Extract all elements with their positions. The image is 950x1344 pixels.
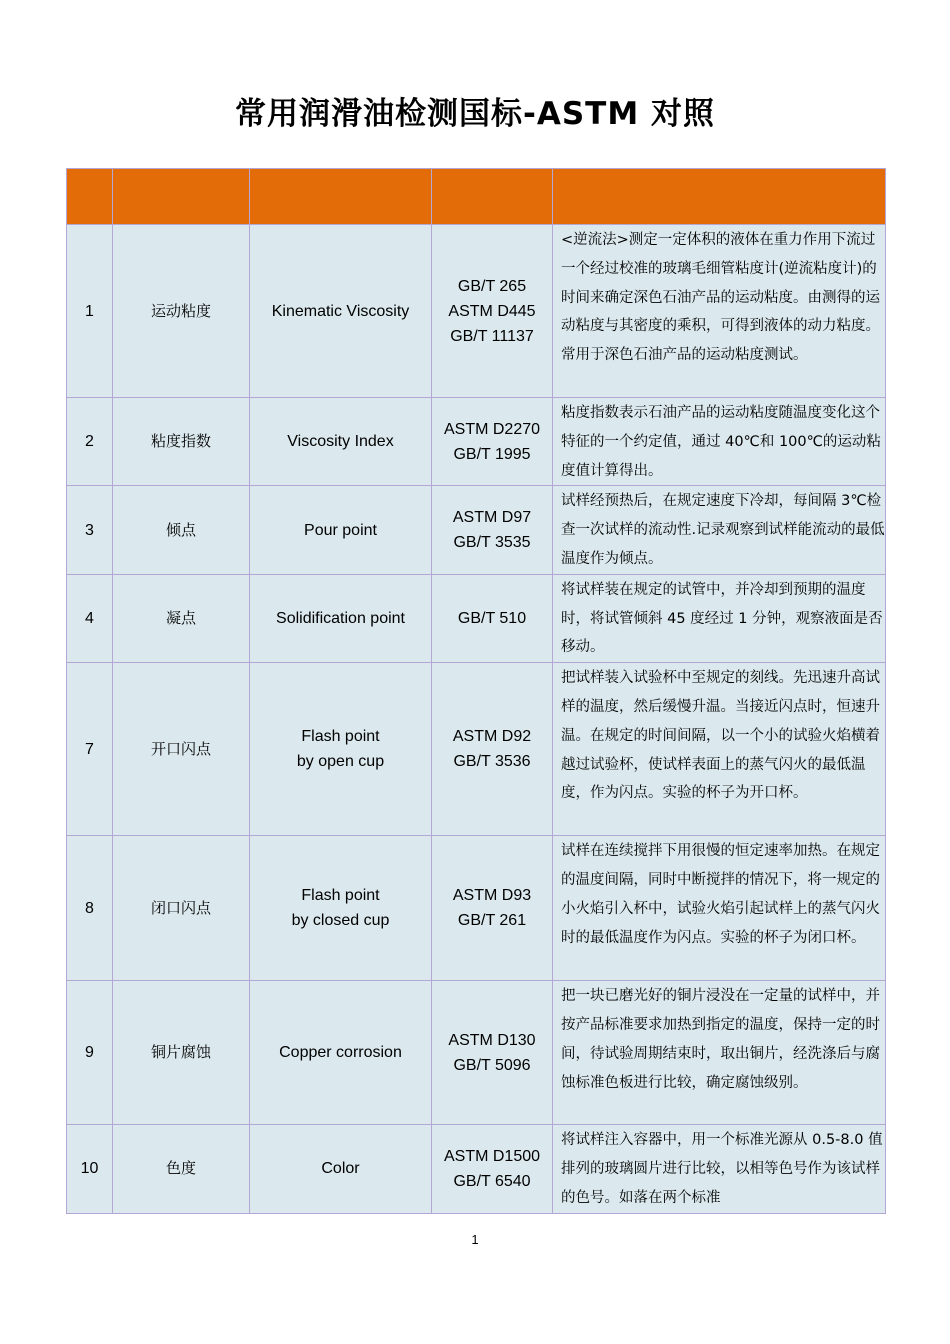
header-cell-en-name — [250, 169, 432, 225]
english-name: Solidification point — [250, 574, 432, 662]
standard-codes — [432, 225, 553, 398]
row-number: 8 — [67, 836, 113, 981]
english-name: Pour point — [250, 486, 432, 574]
standard-code: GB/T 3536 — [453, 753, 531, 771]
table-row — [67, 981, 886, 1125]
document-title: 常用润滑油检测国标-ASTM 对照 — [235, 96, 715, 132]
standard-codes — [432, 574, 553, 662]
standard-code: ASTM D93 — [452, 887, 532, 905]
row-number: 1 — [67, 225, 113, 398]
method-description: 试样经预热后，在规定速度下冷却，每间隔 3℃检查一次试样的流动性.记录观察到试样能流动的最低温度作为倾点。 — [553, 486, 886, 574]
row-number: 10 — [67, 1125, 113, 1213]
standard-code: ASTM D92 — [452, 728, 532, 746]
standard-code: ASTM D130 — [448, 1031, 536, 1049]
method-description: 把一块已磨光好的铜片浸没在一定量的试样中，并按产品标准要求加热到指定的温度，保持一定的时间，待试验周期结束时，取出铜片，经洗涤后与腐蚀标准色板进行比较，确定腐蚀级别。 — [553, 981, 886, 1125]
standard-code: ASTM D445 — [448, 302, 536, 320]
table-row — [67, 574, 886, 662]
chinese-name: 倾点 — [113, 486, 250, 574]
chinese-name: 凝点 — [113, 574, 250, 662]
table-header — [67, 169, 886, 225]
standard-code: GB/T 5096 — [453, 1056, 531, 1074]
method-description: 将试样注入容器中，用一个标准光源从 0.5-8.0 值排列的玻璃圆片进行比较，以相等色号作为该试样的色号。如落在两个标准 — [553, 1125, 886, 1213]
page-number: 1 — [471, 1232, 479, 1247]
english-name — [250, 663, 432, 836]
table-row — [67, 663, 886, 836]
english-name-line: Flash point — [301, 728, 380, 746]
standard-code: ASTM D1500 — [443, 1147, 541, 1165]
method-description: 将试样装在规定的试管中，并冷却到预期的温度时，将试管倾斜 45 度经过 1 分钟，观察液面是否移动。 — [553, 574, 886, 662]
table-row — [67, 836, 886, 981]
standard-code: GB/T 510 — [457, 609, 527, 627]
header-cell-description — [553, 169, 886, 225]
row-number: 3 — [67, 486, 113, 574]
header-cell-standard — [432, 169, 553, 225]
method-description: 把试样装入试验杯中至规定的刻线。先迅速升高试样的温度，然后缓慢升温。当接近闪点时，恒速升温。在规定的时间间隔，以一个小的试验火焰横着越过试验杯，使试样表面上的蒸气闪火的最低温度，作为闪点。实验的杯子为开口杯。 — [553, 663, 886, 836]
chinese-name: 开口闪点 — [113, 663, 250, 836]
row-number: 2 — [67, 398, 113, 486]
chinese-name: 闭口闪点 — [113, 836, 250, 981]
method-description: 试样在连续搅拌下用很慢的恒定速率加热。在规定的温度间隔，同时中断搅拌的情况下，将一规定的小火焰引入杯中，试验火焰引起试样上的蒸气闪火时的最低温度作为闪点。实验的杯子为闭口杯。 — [553, 836, 886, 981]
english-name: Kinematic Viscosity — [250, 225, 432, 398]
chinese-name: 铜片腐蚀 — [113, 981, 250, 1125]
standard-code: GB/T 6540 — [453, 1172, 531, 1190]
chinese-name: 运动粘度 — [113, 225, 250, 398]
standard-code: GB/T 11137 — [450, 327, 534, 345]
standard-codes — [432, 486, 553, 574]
english-name — [250, 836, 432, 981]
english-name: Viscosity Index — [250, 398, 432, 486]
row-number: 9 — [67, 981, 113, 1125]
method-description: <逆流法>测定一定体积的液体在重力作用下流过一个经过校准的玻璃毛细管粘度计(逆流粘度计)的时间来确定深色石油产品的运动粘度。由测得的运动粘度与其密度的乘积，可得到液体的动力粘度。常用于深色石油产品的运动粘度测试。 — [553, 225, 886, 398]
standard-code: ASTM D97 — [452, 509, 532, 527]
english-name: Color — [250, 1125, 432, 1213]
standard-codes — [432, 981, 553, 1125]
standard-code: GB/T 265 — [457, 277, 527, 295]
english-name-line: by closed cup — [291, 912, 390, 930]
table-row — [67, 225, 886, 398]
header-cell-cn-name — [113, 169, 250, 225]
standard-code: GB/T 1995 — [453, 445, 531, 463]
standard-codes — [432, 836, 553, 981]
chinese-name: 粘度指数 — [113, 398, 250, 486]
standards-table — [66, 168, 886, 1214]
standard-codes — [432, 398, 553, 486]
table-row — [67, 398, 886, 486]
standard-codes — [432, 1125, 553, 1213]
english-name-line: Flash point — [301, 887, 380, 905]
header-cell-no — [67, 169, 113, 225]
english-name-line: by open cup — [296, 753, 385, 771]
english-name: Copper corrosion — [250, 981, 432, 1125]
standard-code: GB/T 3535 — [453, 534, 531, 552]
method-description: 粘度指数表示石油产品的运动粘度随温度变化这个特征的一个约定值，通过 40℃和 100℃的运动粘度值计算得出。 — [553, 398, 886, 486]
row-number: 4 — [67, 574, 113, 662]
standard-code: ASTM D2270 — [443, 420, 541, 438]
standard-codes — [432, 663, 553, 836]
table-row — [67, 486, 886, 574]
table-row — [67, 1125, 886, 1213]
standard-code: GB/T 261 — [457, 912, 527, 930]
row-number: 7 — [67, 663, 113, 836]
chinese-name: 色度 — [113, 1125, 250, 1213]
